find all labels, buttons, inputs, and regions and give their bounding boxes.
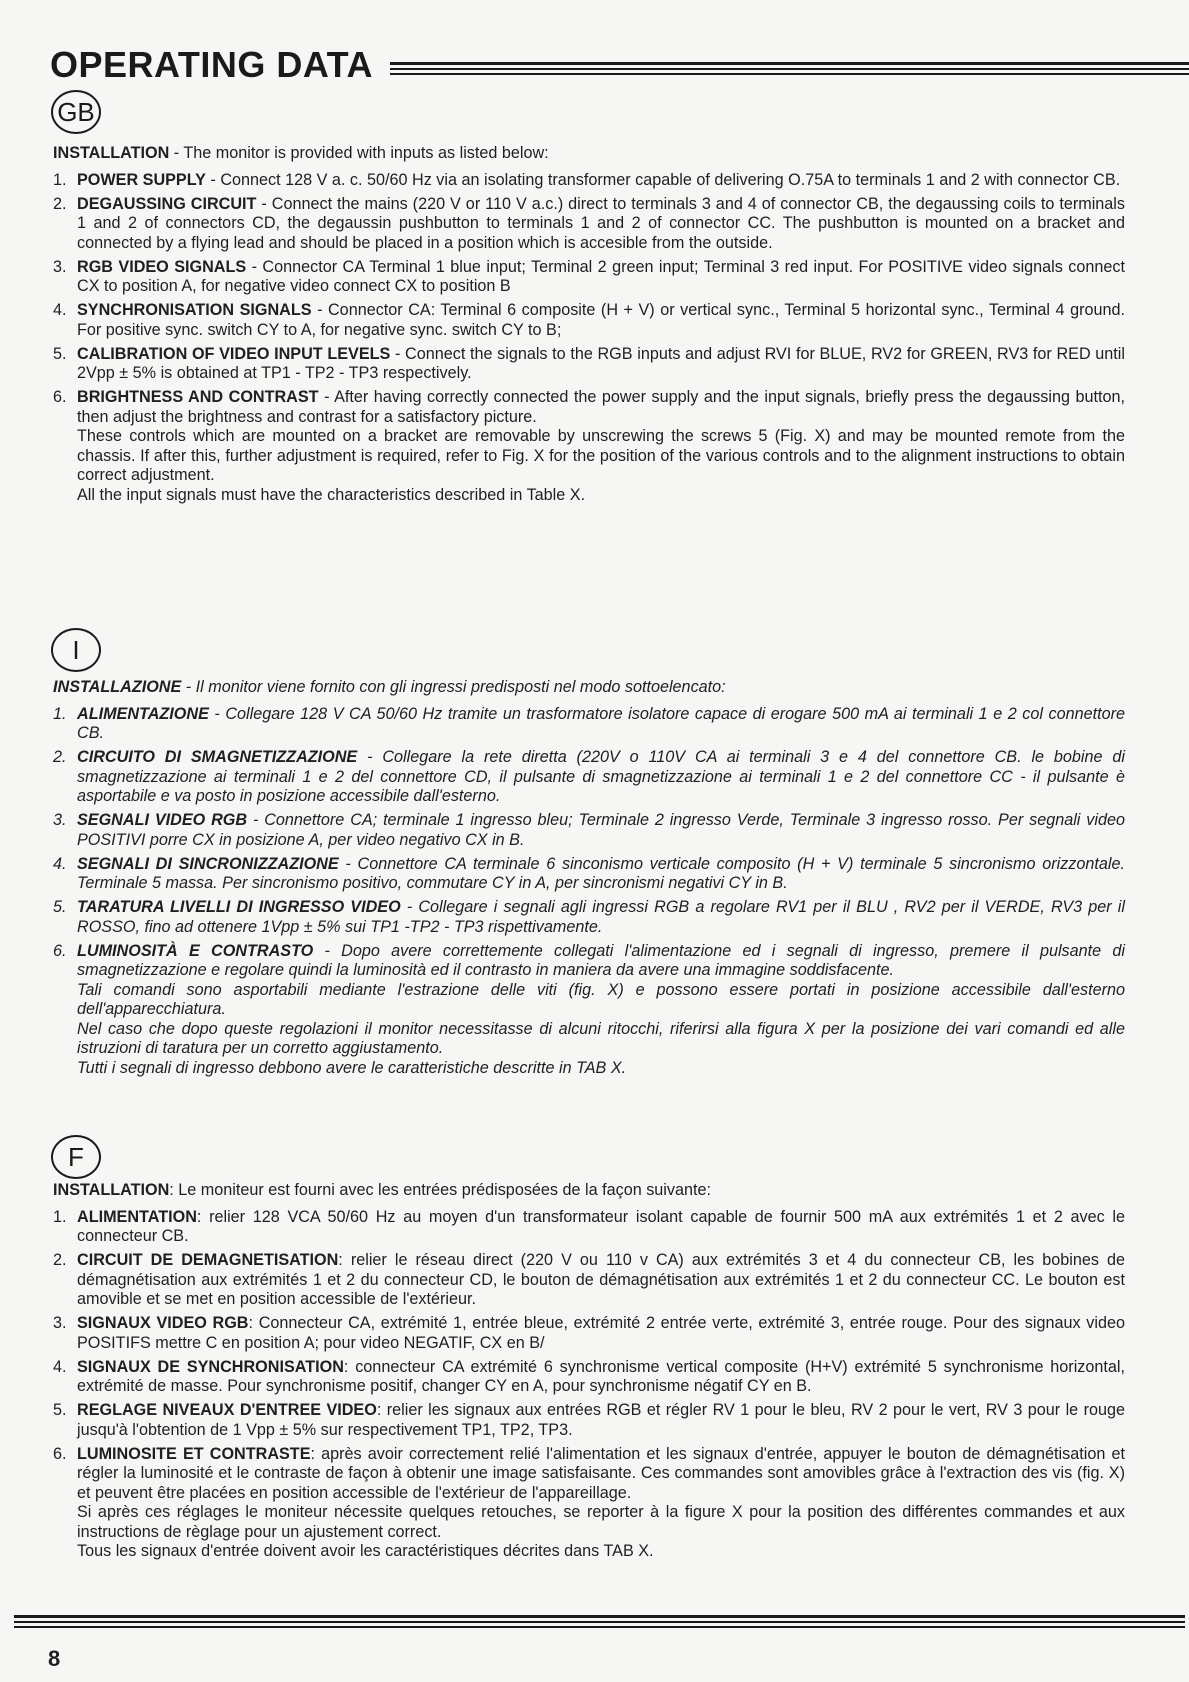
item-text: : relier le réseau direct (220 V ou 110 v CA) aux extrémités 3 et 4 du connecteur CB, les bobines de démagnétisation aux extrémités 1 et 2 du connecteur CD, le bouton de démagnétisation aux extrémités 1 et 2 du connecteur CC. Le bouton est amovible et se met en position accessible de l'extérieur. — [77, 1251, 1126, 1308]
intro-text: - The monitor is provided with inputs as listed below: — [169, 144, 549, 162]
item-paragraph — [77, 1358, 1125, 1397]
item-keyword: TARATURA LIVELLI DI INGRESSO VIDEO — [77, 898, 401, 916]
list-item — [53, 1208, 1125, 1247]
item-paragraph — [77, 705, 1125, 744]
list-item — [53, 1445, 1125, 1562]
section-french — [53, 1181, 1125, 1566]
intro-keyword: INSTALLATION — [53, 144, 170, 162]
list-item — [53, 705, 1125, 744]
item-paragraph — [77, 1445, 1125, 1504]
intro-keyword: INSTALLAZIONE — [53, 678, 182, 696]
page-number: 8 — [48, 1646, 61, 1671]
item-keyword: SEGNALI DI SINCRONIZZAZIONE — [77, 854, 339, 873]
list-item — [53, 171, 1125, 191]
header-rule — [390, 62, 1189, 76]
item-keyword: ALIMENTAZIONE — [77, 704, 209, 723]
item-paragraph — [77, 195, 1125, 254]
item-paragraph — [77, 388, 1125, 427]
list-item — [53, 195, 1125, 254]
item-keyword: ALIMENTATION — [77, 1207, 197, 1226]
item-number: 3. — [53, 1314, 67, 1332]
item-number: 3. — [53, 811, 67, 829]
item-text: - Connettore CA terminale 6 sinconismo verticale composito (H + V) terminale 5 sincronismo orizzontale. Terminale 5 massa. Per sincronismo positivo, commutare CY in A, per sincronismi negativi CY in B. — [77, 854, 1125, 892]
item-keyword: SIGNAUX DE SYNCHRONISATION — [77, 1357, 344, 1376]
page-title: OPERATING DATA — [50, 44, 373, 85]
item-keyword: SIGNAUX VIDEO RGB — [77, 1314, 249, 1332]
item-number: 4. — [53, 301, 67, 319]
item-number: 1. — [53, 704, 67, 723]
item-keyword: DEGAUSSING CIRCUIT — [77, 194, 257, 213]
language-badge-fr: F — [51, 1135, 101, 1179]
item-text: - Connettore CA; terminale 1 ingresso bleu; Terminale 2 ingresso Verde, Terminale 3 ingresso rosso. Per segnali video POSITIVI porre CX in posizione A, per video negativo CX in B. — [77, 811, 1125, 849]
page-header — [50, 40, 1189, 90]
item-keyword: LUMINOSITE ET CONTRASTE — [77, 1444, 311, 1463]
item-paragraph — [77, 748, 1125, 807]
list-item — [53, 301, 1125, 340]
item-paragraph — [77, 942, 1125, 981]
item-keyword: CIRCUIT DE DEMAGNETISATION — [77, 1251, 339, 1269]
item-text: : Connecteur CA, extrémité 1, entrée bleue, extrémité 2 entrée verte, extrémité 3, entrée rouge. Pour des signaux video POSITIFS mettre C en position A; pour video NEGATIF, CX en B/ — [77, 1314, 1125, 1352]
item-extra-paragraph: Tous les signaux d'entrée doivent avoir les caractéristiques décrites dans TAB X. — [77, 1542, 654, 1560]
item-keyword: LUMINOSITÀ E CONTRASTO — [77, 941, 314, 960]
list-item — [53, 898, 1125, 937]
list-item — [53, 1314, 1125, 1353]
list-item — [53, 1251, 1125, 1310]
section-intro — [53, 1181, 1125, 1201]
item-number: 1. — [53, 170, 67, 189]
item-keyword: SYNCHRONISATION SIGNALS — [77, 301, 312, 319]
item-extra-paragraph: Tutti i segnali di ingresso debbono avere le caratteristiche descritte in TAB X. — [77, 1058, 627, 1077]
item-number: 5. — [53, 344, 67, 363]
item-number: 4. — [53, 1357, 67, 1376]
section-english — [53, 144, 1125, 510]
section-intro — [53, 678, 1125, 698]
item-paragraph — [77, 1251, 1125, 1310]
item-keyword: CALIBRATION OF VIDEO INPUT LEVELS — [77, 344, 391, 363]
item-paragraph — [77, 811, 1125, 850]
list-item — [53, 855, 1125, 894]
list-item — [53, 1358, 1125, 1397]
item-keyword: RGB VIDEO SIGNALS — [77, 257, 247, 276]
item-extra-paragraph: Nel caso che dopo queste regolazioni il monitor necessitasse di alcuni ritocchi, riferirsi alla figura X per la posizione dei vari comandi ed alle istruzioni di taratura per un corretto aggiustamento. — [77, 1019, 1125, 1057]
item-text: : connecteur CA extrémité 6 synchronisme vertical composite (H+V) extrémité 5 synchronisme horizontal, extrémité de masse. Pour synchronisme positif, changer CY en A, pour synchronisme négatif CY en B. — [77, 1357, 1125, 1395]
item-text: - Collegare i segnali agli ingressi RGB a regolare RV1 per il BLU , RV2 per il VERDE, RV3 per il ROSSO, fino ad ottenere 1Vpp ± 5% sui TP1 -TP2 - TP3 rispettivamente. — [77, 898, 1125, 936]
item-number: 2. — [53, 1251, 67, 1269]
item-paragraph — [77, 855, 1125, 894]
item-text: - Connector CA: Terminal 6 composite (H + V) or vertical sync., Terminal 5 horizontal sync., Terminal 4 ground. For positive sync. switch CY to A, for negative sync. switch CY to B; — [77, 301, 1125, 339]
intro-text: : Le moniteur est fourni avec les entrées prédisposées de la façon suivante: — [169, 1181, 711, 1199]
item-text: - After having correctly connected the power supply and the input signals, briefly press the degaussing button, then adjust the brightness and contrast for a satisfactory picture. — [77, 388, 1125, 426]
item-extra-paragraph: Si après ces réglages le moniteur nécessite quelques retouches, se reporter à la figure X pour la position des différentes commandes et aux instructions de règlage pour un ajustement correct. — [77, 1503, 1125, 1541]
item-text: : relier 128 VCA 50/60 Hz au moyen d'un transformateur isolant capable de fournir 500 mA aux extrémités 1 et 2 avec le connecteur CB. — [77, 1207, 1125, 1245]
item-paragraph — [77, 1401, 1125, 1440]
item-number: 2. — [53, 748, 67, 766]
item-number: 6. — [53, 941, 67, 960]
item-text: - Collegare 128 V CA 50/60 Hz tramite un trasformatore isolatore capace di erogare 500 mA ai terminali 1 e 2 col connettore CB. — [77, 704, 1125, 742]
instruction-list — [53, 1208, 1125, 1562]
item-keyword: CIRCUITO DI SMAGNETIZZAZIONE — [77, 748, 358, 766]
item-text: - Connect the signals to the RGB inputs and adjust RVI for BLUE, RV2 for GREEN, RV3 for RED until 2Vpp ± 5% is obtained at TP1 - TP2 - TP3 respectively. — [77, 344, 1125, 382]
list-item — [53, 942, 1125, 1079]
section-italian — [53, 678, 1125, 1083]
item-number: 3. — [53, 257, 67, 276]
list-item — [53, 345, 1125, 384]
item-paragraph — [77, 171, 1125, 191]
item-number: 1. — [53, 1207, 67, 1226]
item-extra-paragraph: All the input signals must have the characteristics described in Table X. — [77, 485, 586, 504]
item-text: - Connect 128 V a. c. 50/60 Hz via an isolating transformer capable of delivering O.75A to terminals 1 and 2 with connector CB. — [205, 170, 1121, 189]
footer-rule — [14, 1615, 1185, 1629]
item-number: 4. — [53, 854, 67, 873]
list-item — [53, 258, 1125, 297]
item-paragraph — [77, 1208, 1125, 1247]
item-extra-paragraph: These controls which are mounted on a bracket are removable by unscrewing the screws 5 (Fig. X) and may be mounted remote from the chassis. If after this, further adjustment is required, refer to Fig. X for the position of the various controls and to the alignment instructions to obtain correct adjustment. — [77, 427, 1125, 484]
intro-text: - Il monitor viene fornito con gli ingressi predisposti nel modo sottoelencato: — [181, 678, 726, 696]
item-paragraph — [77, 258, 1125, 297]
item-keyword: SEGNALI VIDEO RGB — [77, 811, 248, 829]
instruction-list — [53, 705, 1125, 1079]
section-intro — [53, 144, 1125, 164]
item-paragraph — [77, 898, 1125, 937]
instruction-list — [53, 171, 1125, 506]
item-paragraph — [77, 301, 1125, 340]
language-badge-it: I — [51, 628, 101, 672]
list-item — [53, 748, 1125, 807]
item-number: 6. — [53, 1444, 67, 1463]
item-text: - Connect the mains (220 V or 110 V a.c.) direct to terminals 3 and 4 of connector CB, the degaussing coils to terminals 1 and 2 of connectors CD, the degaussin pushbutton to terminals 1 and 2 of connector CC. The pushbutton is mounted on a bracket and connected by a flying lead and should be placed in a position which is accesible from the outside. — [77, 194, 1125, 252]
list-item — [53, 1401, 1125, 1440]
item-keyword: BRIGHTNESS AND CONTRAST — [77, 388, 319, 406]
item-text: : relier les signaux aux entrées RGB et régler RV 1 pour le bleu, RV 2 pour le vert, RV 3 pour le rouge jusqu'à l'obtention de 1 Vpp ± 5% sur respectivement TP1, TP2, TP3. — [77, 1401, 1125, 1439]
language-badge-gb: GB — [51, 90, 101, 134]
item-text: - Collegare la rete diretta (220V o 110V CA ai terminali 3 e 4 del connettore CB. le bobine di smagnetizzazione ai terminali 1 e 2 del connettore CD, il pulsante di smagnetizzazione ai terminali 1 e 2 del connettore CC - il pulsante è asportabile e va posto in posizione accessibile dall'esterno. — [77, 748, 1125, 805]
item-text: - Dopo avere correttemente collegati l'alimentazione ed i segnali di ingresso, premere il pulsante di smagnetizzazione e regolare quindi la luminosità ed il contrasto in maniera da avere una immagine soddisfacente. — [77, 941, 1126, 979]
intro-keyword: INSTALLATION — [53, 1181, 170, 1199]
item-text: - Connector CA Terminal 1 blue input; Terminal 2 green input; Terminal 3 red input. For POSITIVE video signals connect CX to position A, for negative video connect CX to position B — [77, 257, 1125, 295]
item-extra-paragraph: Tali comandi sono asportabili mediante l'estrazione delle viti (fig. X) e possono essere portati in posizione accessibile dall'esterno dell'apparecchiatura. — [77, 980, 1125, 1018]
list-item — [53, 388, 1125, 505]
item-number: 5. — [53, 898, 67, 916]
item-paragraph — [77, 1314, 1125, 1353]
item-number: 6. — [53, 388, 67, 406]
item-keyword: POWER SUPPLY — [77, 170, 206, 189]
item-keyword: REGLAGE NIVEAUX D'ENTREE VIDEO — [77, 1401, 377, 1419]
list-item — [53, 811, 1125, 850]
item-text: : après avoir correctement relié l'alimentation et les signaux d'entrée, appuyer le bouton de démagnétisation et régler la luminosité et le contraste de façon à obtenir une image satisfaisante. Ces commandes sont amovibles grâce à l'extraction des vis (fig. X) et peuvent être placées en position accessible de l'extérieur de l'appareillage. — [77, 1444, 1125, 1502]
item-number: 2. — [53, 194, 67, 213]
item-paragraph — [77, 345, 1125, 384]
item-number: 5. — [53, 1401, 67, 1419]
